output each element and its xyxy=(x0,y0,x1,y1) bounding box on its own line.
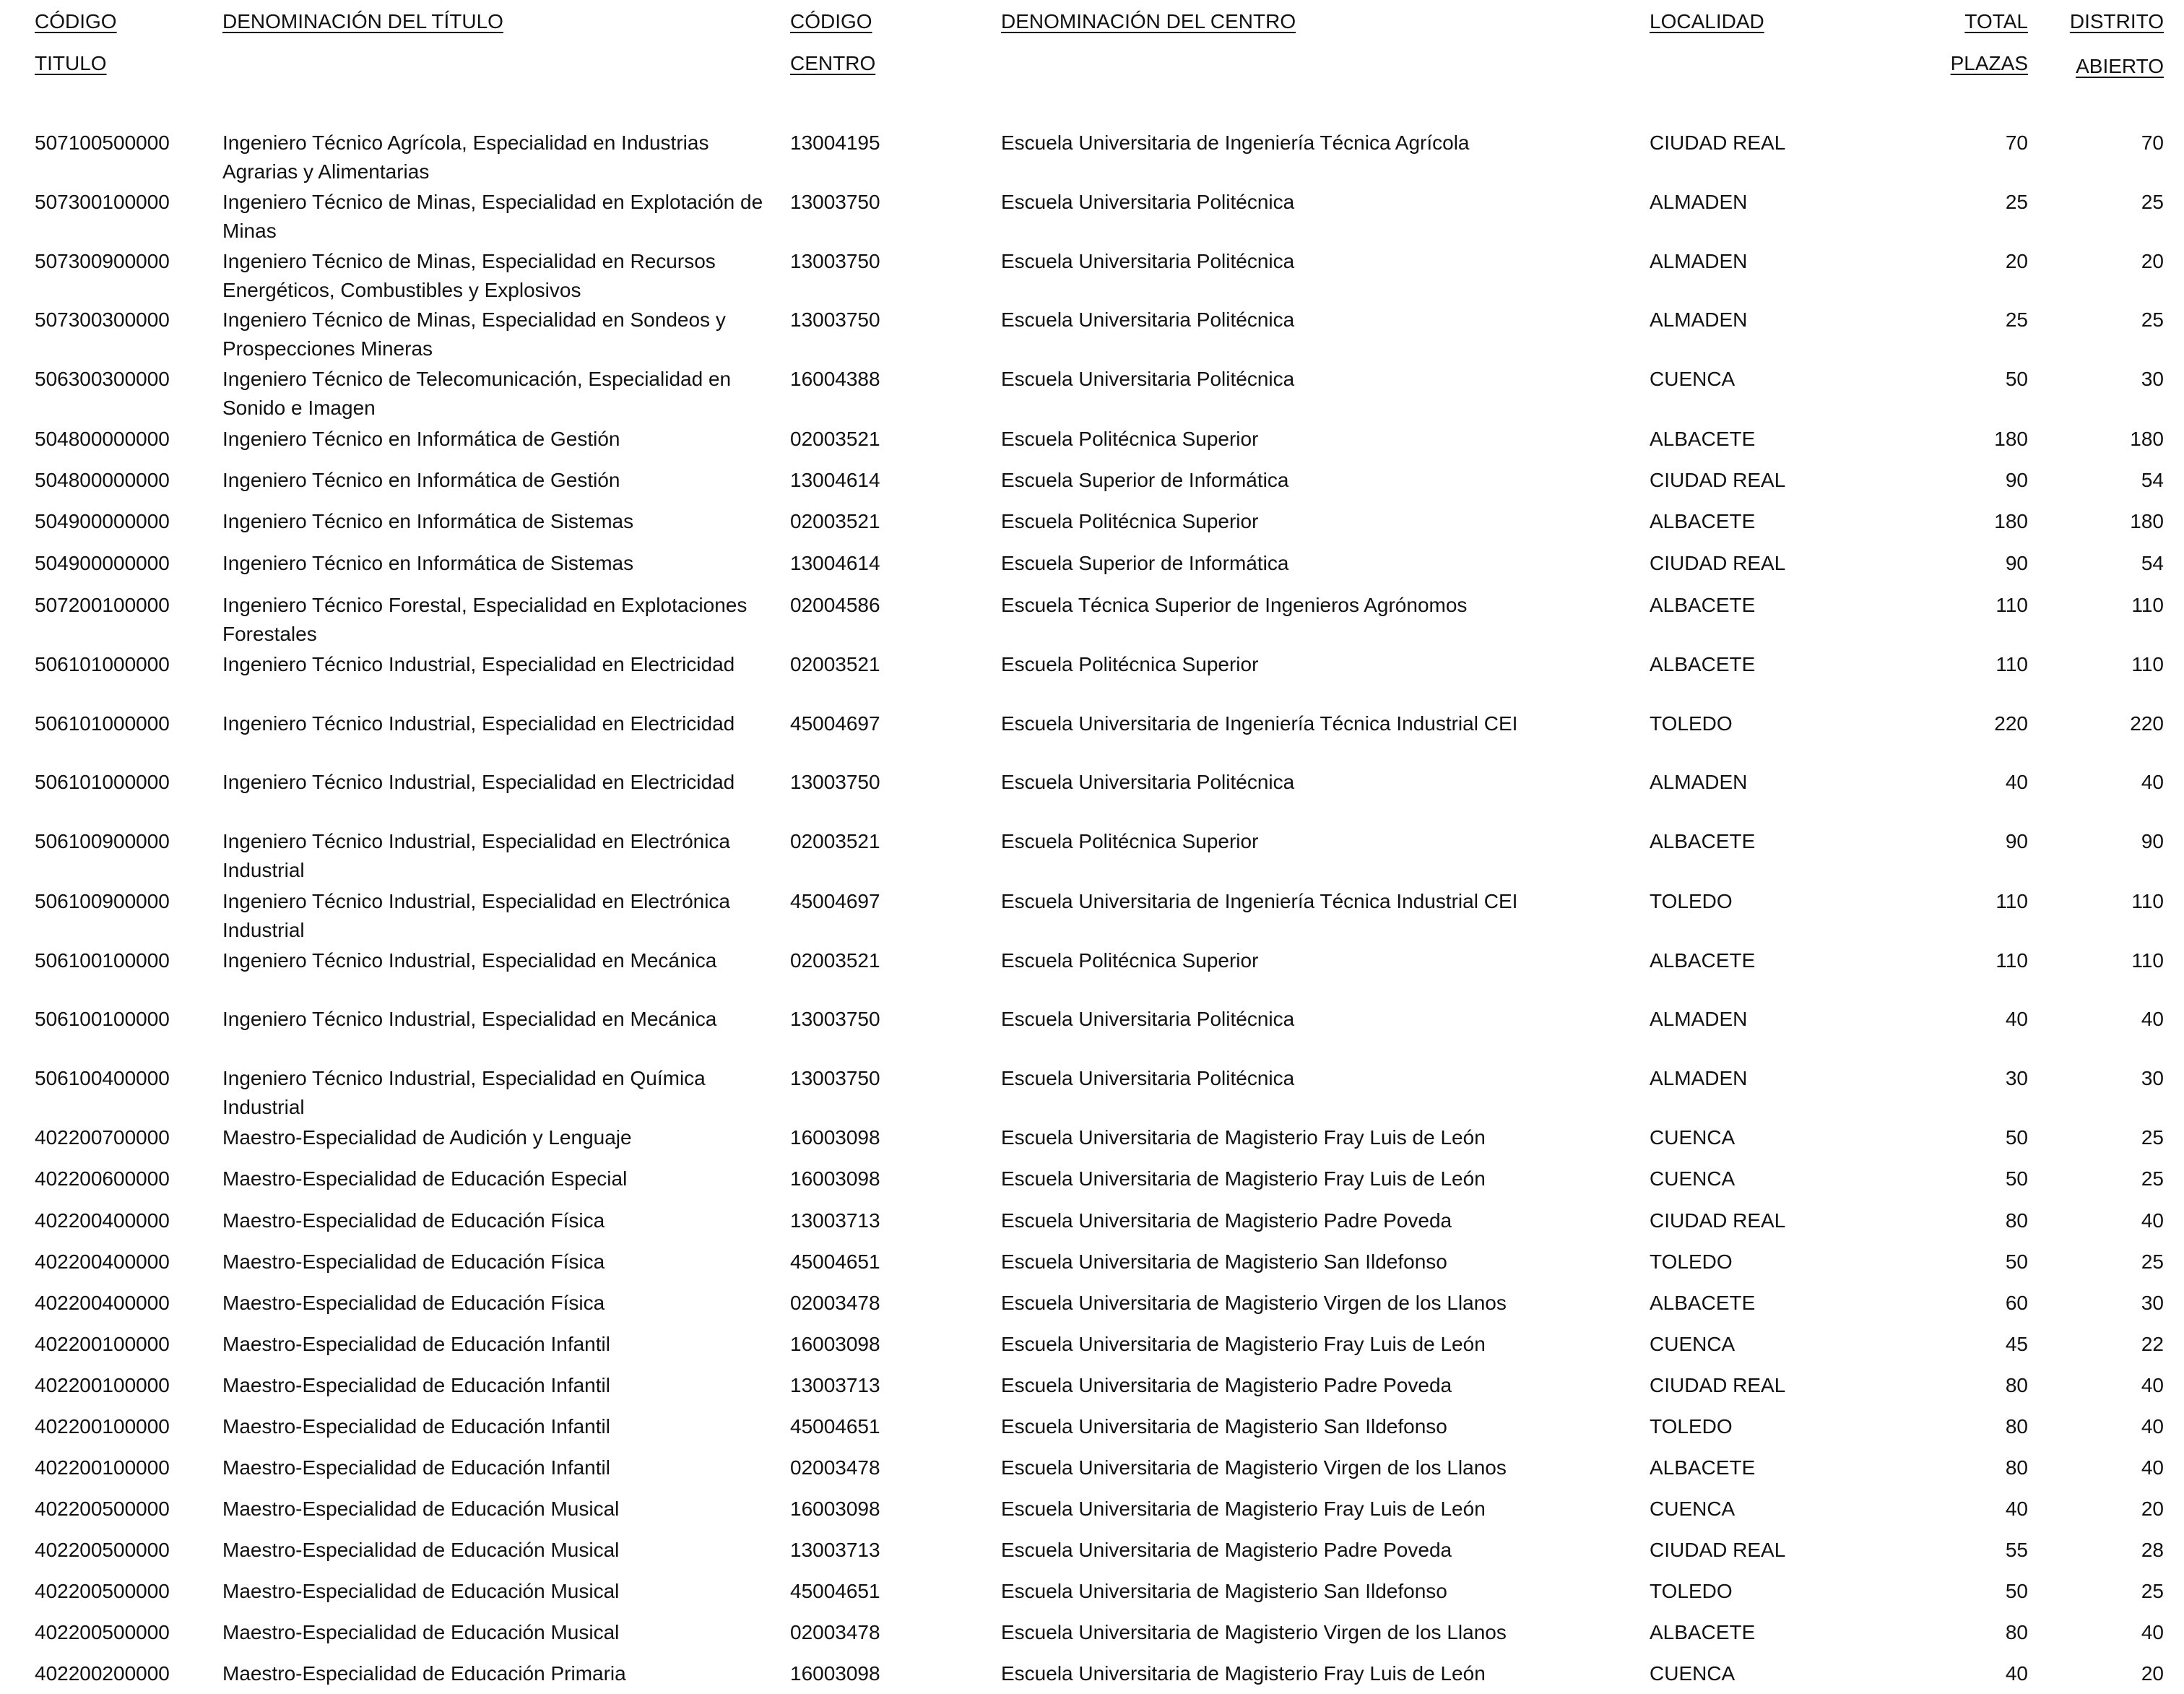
cell-localidad: TOLEDO xyxy=(1650,712,1733,735)
cell-localidad: ALBACETE xyxy=(1650,830,1756,852)
cell-distrito-abierto: 40 xyxy=(2141,1621,2164,1643)
cell-total-plazas: 50 xyxy=(2005,1167,2028,1190)
cell-distrito-abierto: 40 xyxy=(2141,1374,2164,1396)
cell-distrito-abierto: 40 xyxy=(2141,771,2164,793)
cell-codigo-centro: 45004697 xyxy=(790,712,880,735)
cell-localidad: CUENCA xyxy=(1650,1126,1736,1149)
cell-distrito-abierto: 25 xyxy=(2141,1126,2164,1149)
cell-codigo-centro: 45004651 xyxy=(790,1250,880,1273)
cell-codigo-titulo: 402200500000 xyxy=(35,1498,170,1520)
cell-centro: Escuela Universitaria de Magisterio Fray Luis de León xyxy=(1001,1333,1486,1355)
header-total-plazas-line-2: PLAZAS xyxy=(1950,52,2028,74)
cell-distrito-abierto: 28 xyxy=(2141,1539,2164,1561)
cell-total-plazas: 80 xyxy=(2005,1456,2028,1479)
cell-codigo-centro: 02003478 xyxy=(790,1621,880,1643)
cell-localidad: ALBACETE xyxy=(1650,1292,1756,1314)
cell-codigo-centro: 13003750 xyxy=(790,308,880,331)
header-codigo-titulo-line-2: TITULO xyxy=(35,52,107,74)
cell-total-plazas: 50 xyxy=(2005,1250,2028,1273)
cell-codigo-centro: 13003750 xyxy=(790,1067,880,1089)
cell-codigo-centro: 13003750 xyxy=(790,191,880,213)
cell-titulo: Ingeniero Técnico de Minas, Especialidad en Sondeos y Prospecciones Mineras xyxy=(222,308,726,360)
cell-centro: Escuela Superior de Informática xyxy=(1001,469,1289,491)
cell-codigo-titulo: 506100400000 xyxy=(35,1067,170,1089)
cell-codigo-centro: 16003098 xyxy=(790,1126,880,1149)
cell-codigo-titulo: 504900000000 xyxy=(35,552,170,574)
cell-localidad: ALMADEN xyxy=(1650,250,1748,272)
cell-codigo-centro: 16004388 xyxy=(790,368,880,390)
cell-distrito-abierto: 20 xyxy=(2141,1662,2164,1685)
cell-titulo: Maestro-Especialidad de Educación Especial xyxy=(222,1167,628,1190)
header-localidad-line-1: LOCALIDAD xyxy=(1650,10,1764,33)
cell-codigo-titulo: 402200400000 xyxy=(35,1292,170,1314)
cell-codigo-titulo: 402200100000 xyxy=(35,1374,170,1396)
cell-localidad: TOLEDO xyxy=(1650,1250,1733,1273)
cell-distrito-abierto: 110 xyxy=(2131,594,2164,616)
cell-centro: Escuela Universitaria de Magisterio Virgen de los Llanos xyxy=(1001,1292,1507,1314)
cell-titulo: Ingeniero Técnico Industrial, Especialidad en Electricidad xyxy=(222,653,735,675)
cell-centro: Escuela Universitaria de Magisterio Fray Luis de León xyxy=(1001,1662,1486,1685)
cell-centro: Escuela Universitaria de Magisterio Padre Poveda xyxy=(1001,1539,1452,1561)
header-total-plazas-line-1: TOTAL xyxy=(1964,10,2028,33)
header-distrito-abierto-line-2: ABIERTO xyxy=(2076,55,2164,77)
cell-codigo-centro: 02004586 xyxy=(790,594,880,616)
cell-centro: Escuela Universitaria de Ingeniería Técnica Industrial CEI xyxy=(1001,712,1518,735)
cell-codigo-titulo: 506100100000 xyxy=(35,949,170,972)
cell-distrito-abierto: 90 xyxy=(2141,830,2164,852)
cell-titulo: Maestro-Especialidad de Educación Física xyxy=(222,1250,605,1273)
cell-titulo: Ingeniero Técnico en Informática de Sistemas xyxy=(222,510,634,532)
cell-centro: Escuela Universitaria de Ingeniería Técnica Industrial CEI xyxy=(1001,890,1518,912)
cell-distrito-abierto: 25 xyxy=(2141,308,2164,331)
cell-centro: Escuela Universitaria de Magisterio Fray Luis de León xyxy=(1001,1498,1486,1520)
cell-titulo: Ingeniero Técnico Forestal, Especialidad en Explotaciones Forestales xyxy=(222,594,748,645)
cell-total-plazas: 90 xyxy=(2005,830,2028,852)
cell-codigo-centro: 45004651 xyxy=(790,1580,880,1602)
cell-localidad: CIUDAD REAL xyxy=(1650,1374,1786,1396)
cell-codigo-centro: 02003478 xyxy=(790,1456,880,1479)
cell-codigo-titulo: 507300900000 xyxy=(35,250,170,272)
cell-codigo-titulo: 402200100000 xyxy=(35,1456,170,1479)
cell-distrito-abierto: 20 xyxy=(2141,250,2164,272)
cell-total-plazas: 60 xyxy=(2005,1292,2028,1314)
cell-centro: Escuela Universitaria de Magisterio San Ildefonso xyxy=(1001,1250,1447,1273)
cell-localidad: TOLEDO xyxy=(1650,1580,1733,1602)
cell-localidad: CUENCA xyxy=(1650,1333,1736,1355)
cell-centro: Escuela Universitaria de Magisterio Virgen de los Llanos xyxy=(1001,1621,1507,1643)
cell-centro: Escuela Técnica Superior de Ingenieros Agrónomos xyxy=(1001,594,1468,616)
cell-centro: Escuela Politécnica Superior xyxy=(1001,510,1259,532)
cell-distrito-abierto: 110 xyxy=(2131,653,2164,675)
cell-localidad: CIUDAD REAL xyxy=(1650,1209,1786,1232)
header-denominacion-centro-line-1: DENOMINACIÓN DEL CENTRO xyxy=(1001,10,1296,33)
cell-titulo: Maestro-Especialidad de Educación Primaria xyxy=(222,1662,626,1685)
cell-codigo-titulo: 402200100000 xyxy=(35,1415,170,1438)
cell-localidad: CIUDAD REAL xyxy=(1650,131,1786,154)
cell-titulo: Ingeniero Técnico en Informática de Sistemas xyxy=(222,552,634,574)
cell-total-plazas: 30 xyxy=(2005,1067,2028,1089)
cell-centro: Escuela Universitaria Politécnica xyxy=(1001,250,1295,272)
cell-titulo: Maestro-Especialidad de Educación Musical xyxy=(222,1498,620,1520)
cell-total-plazas: 55 xyxy=(2005,1539,2028,1561)
cell-titulo: Ingeniero Técnico Industrial, Especialidad en Electrónica Industrial xyxy=(222,890,731,941)
cell-distrito-abierto: 40 xyxy=(2141,1008,2164,1030)
cell-distrito-abierto: 20 xyxy=(2141,1498,2164,1520)
cell-distrito-abierto: 40 xyxy=(2141,1209,2164,1232)
cell-codigo-centro: 13004195 xyxy=(790,131,880,154)
cell-distrito-abierto: 25 xyxy=(2141,191,2164,213)
cell-titulo: Maestro-Especialidad de Educación Musical xyxy=(222,1621,620,1643)
cell-codigo-centro: 16003098 xyxy=(790,1662,880,1685)
cell-titulo: Maestro-Especialidad de Educación Física xyxy=(222,1292,605,1314)
cell-centro: Escuela Superior de Informática xyxy=(1001,552,1289,574)
cell-total-plazas: 20 xyxy=(2005,250,2028,272)
cell-centro: Escuela Universitaria Politécnica xyxy=(1001,368,1295,390)
cell-codigo-centro: 02003521 xyxy=(790,510,880,532)
cell-localidad: ALMADEN xyxy=(1650,191,1748,213)
cell-codigo-titulo: 402200500000 xyxy=(35,1621,170,1643)
cell-codigo-centro: 13004614 xyxy=(790,469,880,491)
cell-codigo-titulo: 507100500000 xyxy=(35,131,170,154)
cell-codigo-titulo: 506300300000 xyxy=(35,368,170,390)
cell-titulo: Maestro-Especialidad de Educación Infantil xyxy=(222,1415,610,1438)
cell-total-plazas: 80 xyxy=(2005,1374,2028,1396)
cell-codigo-titulo: 506101000000 xyxy=(35,712,170,735)
cell-codigo-centro: 13003750 xyxy=(790,1008,880,1030)
cell-total-plazas: 180 xyxy=(1994,510,2028,532)
cell-localidad: CIUDAD REAL xyxy=(1650,469,1786,491)
cell-total-plazas: 80 xyxy=(2005,1621,2028,1643)
cell-total-plazas: 70 xyxy=(2005,131,2028,154)
cell-localidad: ALBACETE xyxy=(1650,428,1756,450)
header-codigo-centro-line-1: CÓDIGO xyxy=(790,10,872,33)
cell-localidad: ALBACETE xyxy=(1650,949,1756,972)
cell-codigo-centro: 16003098 xyxy=(790,1333,880,1355)
cell-codigo-titulo: 402200500000 xyxy=(35,1539,170,1561)
cell-total-plazas: 80 xyxy=(2005,1415,2028,1438)
cell-codigo-centro: 02003478 xyxy=(790,1292,880,1314)
cell-total-plazas: 90 xyxy=(2005,469,2028,491)
header-codigo-titulo-line-1: CÓDIGO xyxy=(35,10,117,33)
cell-distrito-abierto: 54 xyxy=(2141,552,2164,574)
cell-codigo-titulo: 506101000000 xyxy=(35,653,170,675)
cell-localidad: ALMADEN xyxy=(1650,1067,1748,1089)
cell-codigo-centro: 13003713 xyxy=(790,1539,880,1561)
cell-codigo-centro: 13004614 xyxy=(790,552,880,574)
cell-codigo-centro: 02003521 xyxy=(790,830,880,852)
cell-localidad: ALMADEN xyxy=(1650,771,1748,793)
cell-total-plazas: 50 xyxy=(2005,368,2028,390)
cell-total-plazas: 40 xyxy=(2005,1662,2028,1685)
cell-titulo: Ingeniero Técnico Industrial, Especialidad en Mecánica xyxy=(222,949,717,972)
cell-codigo-titulo: 507200100000 xyxy=(35,594,170,616)
cell-centro: Escuela Politécnica Superior xyxy=(1001,830,1259,852)
cell-codigo-centro: 13003713 xyxy=(790,1209,880,1232)
cell-localidad: ALMADEN xyxy=(1650,308,1748,331)
cell-localidad: ALBACETE xyxy=(1650,1456,1756,1479)
cell-localidad: CUENCA xyxy=(1650,1662,1736,1685)
cell-titulo: Maestro-Especialidad de Educación Infantil xyxy=(222,1374,610,1396)
cell-titulo: Maestro-Especialidad de Educación Infantil xyxy=(222,1333,610,1355)
header-denominacion-titulo-line-1: DENOMINACIÓN DEL TÍTULO xyxy=(222,10,503,33)
cell-titulo: Maestro-Especialidad de Educación Musical xyxy=(222,1539,620,1561)
cell-titulo: Ingeniero Técnico de Minas, Especialidad en Explotación de Minas xyxy=(222,191,763,242)
cell-total-plazas: 45 xyxy=(2005,1333,2028,1355)
cell-codigo-titulo: 506100900000 xyxy=(35,890,170,912)
cell-localidad: TOLEDO xyxy=(1650,890,1733,912)
cell-codigo-titulo: 506100100000 xyxy=(35,1008,170,1030)
cell-centro: Escuela Politécnica Superior xyxy=(1001,428,1259,450)
cell-total-plazas: 80 xyxy=(2005,1209,2028,1232)
cell-total-plazas: 110 xyxy=(1996,594,2028,616)
cell-codigo-titulo: 506100900000 xyxy=(35,830,170,852)
cell-centro: Escuela Universitaria de Magisterio Fray Luis de León xyxy=(1001,1126,1486,1149)
cell-titulo: Ingeniero Técnico Industrial, Especialidad en Mecánica xyxy=(222,1008,717,1030)
cell-total-plazas: 220 xyxy=(1994,712,2028,735)
cell-codigo-titulo: 402200500000 xyxy=(35,1580,170,1602)
cell-total-plazas: 90 xyxy=(2005,552,2028,574)
cell-localidad: CIUDAD REAL xyxy=(1650,552,1786,574)
cell-total-plazas: 50 xyxy=(2005,1580,2028,1602)
cell-codigo-titulo: 402200700000 xyxy=(35,1126,170,1149)
cell-titulo: Ingeniero Técnico de Telecomunicación, Especialidad en Sonido e Imagen xyxy=(222,368,732,419)
cell-distrito-abierto: 110 xyxy=(2131,949,2164,972)
cell-codigo-centro: 13003713 xyxy=(790,1374,880,1396)
cell-titulo: Ingeniero Técnico en Informática de Gestión xyxy=(222,469,620,491)
cell-distrito-abierto: 180 xyxy=(2130,428,2164,450)
cell-centro: Escuela Universitaria de Ingeniería Técnica Agrícola xyxy=(1001,131,1470,154)
cell-total-plazas: 110 xyxy=(1996,949,2028,972)
cell-total-plazas: 110 xyxy=(1996,890,2028,912)
cell-localidad: CUENCA xyxy=(1650,1498,1736,1520)
cell-codigo-centro: 45004697 xyxy=(790,890,880,912)
cell-codigo-titulo: 506101000000 xyxy=(35,771,170,793)
cell-total-plazas: 110 xyxy=(1996,653,2028,675)
cell-titulo: Ingeniero Técnico Industrial, Especialidad en Electrónica Industrial xyxy=(222,830,731,881)
cell-codigo-centro: 02003521 xyxy=(790,949,880,972)
header-distrito-abierto-line-1: DISTRITO xyxy=(2069,10,2164,33)
cell-localidad: ALBACETE xyxy=(1650,594,1756,616)
cell-localidad: ALBACETE xyxy=(1650,653,1756,675)
cell-centro: Escuela Universitaria Politécnica xyxy=(1001,771,1295,793)
cell-codigo-titulo: 402200400000 xyxy=(35,1209,170,1232)
cell-distrito-abierto: 54 xyxy=(2141,469,2164,491)
cell-titulo: Ingeniero Técnico Agrícola, Especialidad en Industrias Agrarias y Alimentarias xyxy=(222,131,709,183)
cell-total-plazas: 25 xyxy=(2005,308,2028,331)
cell-centro: Escuela Universitaria de Magisterio Virgen de los Llanos xyxy=(1001,1456,1507,1479)
cell-distrito-abierto: 25 xyxy=(2141,1250,2164,1273)
cell-centro: Escuela Politécnica Superior xyxy=(1001,949,1259,972)
cell-codigo-titulo: 402200200000 xyxy=(35,1662,170,1685)
cell-localidad: CUENCA xyxy=(1650,1167,1736,1190)
cell-titulo: Maestro-Especialidad de Educación Musical xyxy=(222,1580,620,1602)
cell-titulo: Ingeniero Técnico de Minas, Especialidad en Recursos Energéticos, Combustibles y Explosivos xyxy=(222,250,716,301)
cell-titulo: Ingeniero Técnico Industrial, Especialidad en Electricidad xyxy=(222,712,735,735)
cell-distrito-abierto: 30 xyxy=(2141,1067,2164,1089)
cell-distrito-abierto: 25 xyxy=(2141,1167,2164,1190)
cell-centro: Escuela Universitaria de Magisterio San Ildefonso xyxy=(1001,1415,1447,1438)
cell-total-plazas: 25 xyxy=(2005,191,2028,213)
cell-total-plazas: 40 xyxy=(2005,771,2028,793)
cell-titulo: Ingeniero Técnico Industrial, Especialidad en Electricidad xyxy=(222,771,735,793)
cell-centro: Escuela Universitaria de Magisterio Fray Luis de León xyxy=(1001,1167,1486,1190)
cell-centro: Escuela Universitaria Politécnica xyxy=(1001,1008,1295,1030)
cell-titulo: Ingeniero Técnico Industrial, Especialidad en Química Industrial xyxy=(222,1067,706,1118)
cell-distrito-abierto: 30 xyxy=(2141,1292,2164,1314)
cell-centro: Escuela Universitaria de Magisterio San Ildefonso xyxy=(1001,1580,1447,1602)
cell-localidad: ALBACETE xyxy=(1650,1621,1756,1643)
cell-codigo-centro: 16003098 xyxy=(790,1498,880,1520)
cell-titulo: Maestro-Especialidad de Educación Física xyxy=(222,1209,605,1232)
cell-codigo-centro: 16003098 xyxy=(790,1167,880,1190)
cell-codigo-titulo: 504800000000 xyxy=(35,469,170,491)
cell-localidad: ALBACETE xyxy=(1650,510,1756,532)
cell-codigo-titulo: 402200400000 xyxy=(35,1250,170,1273)
cell-centro: Escuela Universitaria Politécnica xyxy=(1001,308,1295,331)
cell-codigo-titulo: 504900000000 xyxy=(35,510,170,532)
cell-localidad: TOLEDO xyxy=(1650,1415,1733,1438)
cell-distrito-abierto: 40 xyxy=(2141,1456,2164,1479)
cell-codigo-titulo: 504800000000 xyxy=(35,428,170,450)
cell-codigo-centro: 45004651 xyxy=(790,1415,880,1438)
cell-codigo-titulo: 402200600000 xyxy=(35,1167,170,1190)
cell-localidad: CIUDAD REAL xyxy=(1650,1539,1786,1561)
cell-distrito-abierto: 40 xyxy=(2141,1415,2164,1438)
cell-distrito-abierto: 22 xyxy=(2141,1333,2164,1355)
cell-distrito-abierto: 110 xyxy=(2131,890,2164,912)
cell-total-plazas: 40 xyxy=(2005,1008,2028,1030)
cell-centro: Escuela Universitaria Politécnica xyxy=(1001,1067,1295,1089)
cell-distrito-abierto: 30 xyxy=(2141,368,2164,390)
cell-centro: Escuela Politécnica Superior xyxy=(1001,653,1259,675)
cell-titulo: Ingeniero Técnico en Informática de Gestión xyxy=(222,428,620,450)
cell-localidad: ALMADEN xyxy=(1650,1008,1748,1030)
header-codigo-centro-line-2: CENTRO xyxy=(790,52,876,74)
cell-total-plazas: 50 xyxy=(2005,1126,2028,1149)
cell-codigo-centro: 02003521 xyxy=(790,653,880,675)
cell-titulo: Maestro-Especialidad de Educación Infantil xyxy=(222,1456,610,1479)
cell-codigo-titulo: 507300300000 xyxy=(35,308,170,331)
cell-total-plazas: 40 xyxy=(2005,1498,2028,1520)
cell-titulo: Maestro-Especialidad de Audición y Lenguaje xyxy=(222,1126,632,1149)
cell-distrito-abierto: 25 xyxy=(2141,1580,2164,1602)
cell-total-plazas: 180 xyxy=(1994,428,2028,450)
cell-codigo-centro: 02003521 xyxy=(790,428,880,450)
cell-codigo-centro: 13003750 xyxy=(790,250,880,272)
cell-distrito-abierto: 180 xyxy=(2130,510,2164,532)
cell-distrito-abierto: 70 xyxy=(2141,131,2164,154)
cell-distrito-abierto: 220 xyxy=(2130,712,2164,735)
cell-localidad: CUENCA xyxy=(1650,368,1736,390)
cell-codigo-titulo: 507300100000 xyxy=(35,191,170,213)
cell-centro: Escuela Universitaria Politécnica xyxy=(1001,191,1295,213)
cell-centro: Escuela Universitaria de Magisterio Padre Poveda xyxy=(1001,1374,1452,1396)
cell-centro: Escuela Universitaria de Magisterio Padre Poveda xyxy=(1001,1209,1452,1232)
cell-codigo-titulo: 402200100000 xyxy=(35,1333,170,1355)
cell-codigo-centro: 13003750 xyxy=(790,771,880,793)
